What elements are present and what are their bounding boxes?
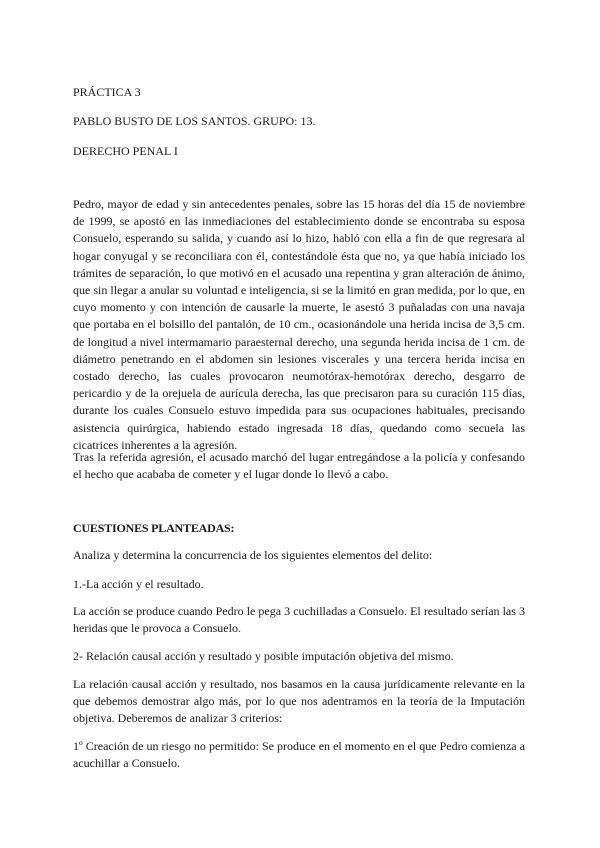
criterion-1: 1º Creación de un riesgo no permitido: Se produce en el momento en el que Pedro comienza a acuchillar a Consuelo. [73,739,525,771]
questions-intro: Analiza y determina la concurrencia de los siguientes elementos del delito: [73,548,433,562]
question-2-title: 2- Relación causal acción y resultado y posible imputación objetiva del mismo. [73,649,454,663]
question-1-title: 1.-La acción y el resultado. [73,577,204,591]
facts-paragraph-1: Pedro, mayor de edad y sin antecedentes penales, sobre las 15 horas del día 15 de noviembre de 1999, se apostó en las inmediaciones del establecimiento donde se encontraba su esposa Consuelo, esperando su salida, y cuando así lo hizo, habló con ella a fin de que regresara al hogar conyugal y se reconciliara con él, contestándole ésta que no, ya que había iniciado los trámites de separación, lo que motivó en el acusado una repentina y gran alteración de ánimo, que sin llegar a anular su voluntad e inteligencia, si se la limitó en gran medida, por lo que, en cuyo momento y con intención de causarle la muerte, le asestó 3 puñaladas con una navaja que portaba en el bolsillo del pantalón, de 10 cm., ocasionándole una herida incisa de 3,5 cm. de longitud a nivel intermamario paraesternal derecho, una segunda herida incisa de 1 cm. de diámetro penetrando en el abdomen sin lesiones viscerales y una tercera herida incisa en costado derecho, las cuales provocaron neumotórax-hemotórax derecho, desgarro de pericardio y de la orejuela de aurícula derecha, las que precisaron para su curación 115 días, durante los cuales Consuelo estuvo impedida para sus ocupaciones habituales, precisando asistencia quirúrgica, habiendo estado ingresada 18 días, quedando como secuela las cicatrices inherentes a la agresión. [73,197,525,452]
facts-paragraph-2: Tras la referida agresión, el acusado marchó del lugar entregándose a la policía y confesando el hecho que acababa de cometer y el lugar donde lo llevó a cabo. [73,450,525,482]
question-1-answer: La acción se produce cuando Pedro le pega 3 cuchilladas a Consuelo. El resultado serían las 3 heridas que le provoca a Consuelo. [73,604,525,636]
subject-title: DERECHO PENAL I [73,144,178,158]
student-info: PABLO BUSTO DE LOS SANTOS. GRUPO: 13. [73,114,316,128]
question-2-answer: La relación causal acción y resultado, nos basamos en la causa jurídicamente relevante en la que debemos demostrar algo más, por lo que nos adentramos en la teoría de la Imputación objetiva. Deberemos de analizar 3 criterios: [73,677,525,726]
practice-title: PRÁCTICA 3 [73,85,141,99]
questions-heading: CUESTIONES PLANTEADAS: [73,521,235,535]
